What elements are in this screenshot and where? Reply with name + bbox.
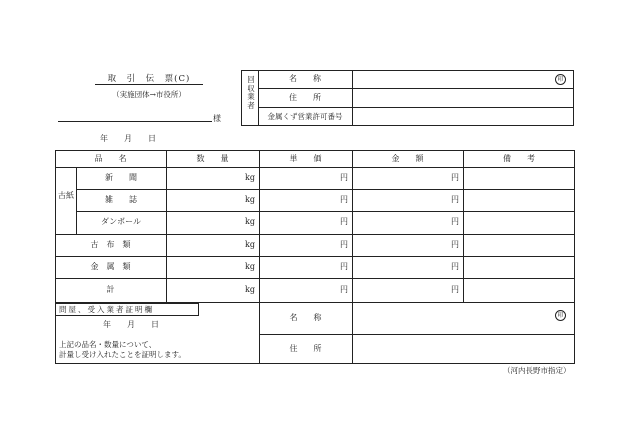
column-line	[166, 150, 167, 303]
column-line	[352, 150, 353, 364]
certification-statement: 計量し受け入れたことを証明します。	[59, 350, 186, 359]
header-amount: 金 額	[391, 154, 424, 163]
addressee-line	[58, 121, 212, 122]
row-line	[259, 334, 575, 335]
amount-yen: 円	[451, 195, 459, 204]
row-line	[76, 211, 575, 212]
column-line	[463, 150, 464, 303]
amount-yen: 円	[451, 240, 459, 249]
paper-group-label: 古紙	[58, 191, 74, 200]
seal-mark: 印	[555, 74, 566, 85]
certification-statement: 上記の品名・数量について、	[59, 340, 157, 349]
main-table	[55, 150, 575, 364]
item-name: ダンボール	[101, 217, 141, 226]
amount-yen: 円	[451, 173, 459, 182]
column-line	[259, 150, 260, 364]
unit-price-yen: 円	[340, 173, 348, 182]
amount-yen: 円	[451, 217, 459, 226]
collector-address-label: 住 所	[289, 93, 321, 102]
unit-price-yen: 円	[340, 285, 348, 294]
receiver-name-label: 名 称	[289, 313, 322, 322]
title-underline	[95, 84, 203, 85]
quantity-unit: kg	[245, 240, 255, 249]
collector-row-line	[258, 88, 574, 89]
item-name: 計	[106, 285, 115, 294]
collector-vertical-label: 回収業者	[247, 75, 255, 110]
item-name: 古 布 類	[90, 240, 131, 249]
item-name: 雑 誌	[105, 195, 137, 204]
unit-price-yen: 円	[340, 240, 348, 249]
row-line	[55, 278, 575, 279]
row-line	[55, 234, 575, 235]
unit-price-yen: 円	[340, 262, 348, 271]
quantity-unit: kg	[245, 262, 255, 271]
unit-price-yen: 円	[340, 195, 348, 204]
unit-price-yen: 円	[340, 217, 348, 226]
form-subtitle: （実施団体→市役所）	[112, 90, 186, 99]
designation-note: （河内長野市指定）	[503, 366, 571, 375]
addressee-suffix: 様	[213, 114, 221, 123]
header-item-name: 品 名	[94, 154, 127, 163]
item-name: 金 属 類	[90, 262, 131, 271]
quantity-unit: kg	[245, 285, 255, 294]
collector-row-line	[258, 107, 574, 108]
row-line	[76, 189, 575, 190]
header-quantity: 数 量	[196, 154, 229, 163]
amount-yen: 円	[451, 285, 459, 294]
amount-yen: 円	[451, 262, 459, 271]
certification-date: 年 月 日	[103, 320, 159, 329]
form-title: 取 引 伝 票(C)	[107, 74, 191, 84]
collector-name-label: 名 称	[289, 74, 321, 83]
collector-license-label: 金属くず営業許可番号	[267, 112, 343, 121]
header-unit-price: 単 価	[289, 154, 322, 163]
issue-date: 年 月 日	[100, 134, 156, 143]
quantity-unit: kg	[245, 195, 255, 204]
collector-divider	[352, 70, 353, 126]
certification-title: 問屋、受入業者証明欄	[59, 305, 154, 314]
quantity-unit: kg	[245, 217, 255, 226]
row-line	[55, 256, 575, 257]
item-name: 新 聞	[105, 173, 137, 182]
quantity-unit: kg	[245, 173, 255, 182]
receiver-address-label: 住 所	[289, 344, 322, 353]
header-remarks: 備 考	[503, 154, 535, 163]
row-line	[55, 167, 575, 168]
seal-mark: 印	[555, 310, 566, 321]
